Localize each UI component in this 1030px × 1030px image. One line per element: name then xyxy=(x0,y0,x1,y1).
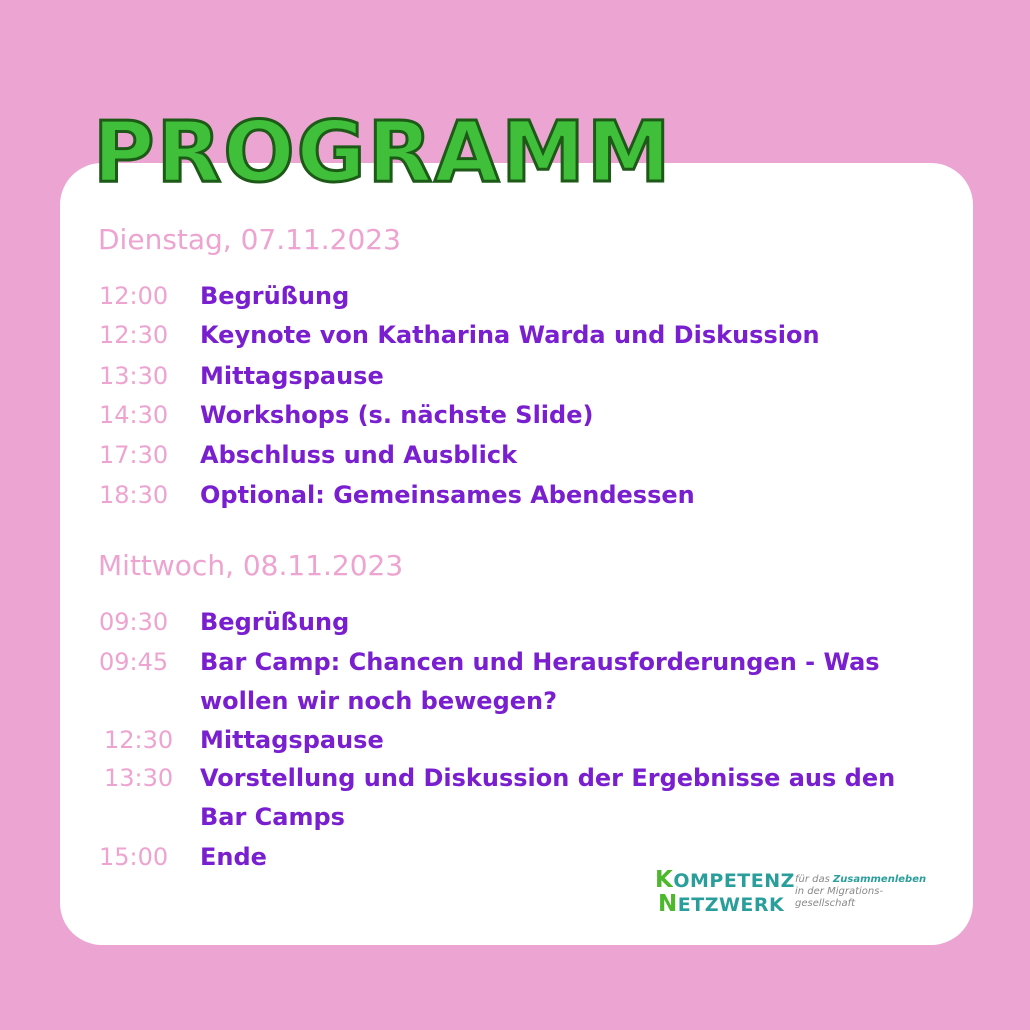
kompetenznetzwerk-logo xyxy=(655,867,935,917)
time-label: 13:30 xyxy=(104,764,174,792)
time-label: 18:30 xyxy=(99,481,169,509)
event-label: Keynote von Katharina Warda und Diskussion xyxy=(200,321,820,349)
event-label: Mittagspause xyxy=(200,726,384,754)
time-label: 12:30 xyxy=(99,321,169,349)
page-title: PROGRAMM xyxy=(93,103,673,201)
event-label: Optional: Gemeinsames Abendessen xyxy=(200,481,695,509)
event-label: Vorstellung und Diskussion der Ergebnisse aus den Bar Camps xyxy=(200,764,896,831)
event-label: Mittagspause xyxy=(200,362,384,390)
event-label: Begrüßung xyxy=(200,282,350,310)
event-label: Workshops (s. nächste Slide) xyxy=(200,401,594,429)
day-heading: Dienstag, 07.11.2023 xyxy=(98,223,401,256)
time-label: 12:30 xyxy=(104,726,174,754)
logo-tagline xyxy=(795,874,935,910)
event-label: Abschluss und Ausblick xyxy=(200,441,518,469)
event-label: Bar Camp: Chancen und Herausforderungen - Was wollen wir noch bewegen? xyxy=(200,648,880,715)
day-heading: Mittwoch, 08.11.2023 xyxy=(98,549,404,582)
logo-line-1: KOMPETENZ xyxy=(655,867,795,893)
time-label: 14:30 xyxy=(99,401,169,429)
event-label: Begrüßung xyxy=(200,608,350,636)
time-label: 13:30 xyxy=(99,362,169,390)
tagline-highlight: Zusammenleben xyxy=(833,874,927,885)
time-label: 17:30 xyxy=(99,441,169,469)
logo-line-2: NETZWERK xyxy=(658,891,785,917)
time-label: 09:45 xyxy=(99,648,169,676)
tagline-rest: in der Migrations-gesellschaft xyxy=(795,886,884,909)
time-label: 09:30 xyxy=(99,608,169,636)
event-label: Ende xyxy=(200,843,267,871)
time-label: 12:00 xyxy=(99,282,169,310)
time-label: 15:00 xyxy=(99,843,169,871)
tagline-prefix: für das xyxy=(795,874,834,885)
